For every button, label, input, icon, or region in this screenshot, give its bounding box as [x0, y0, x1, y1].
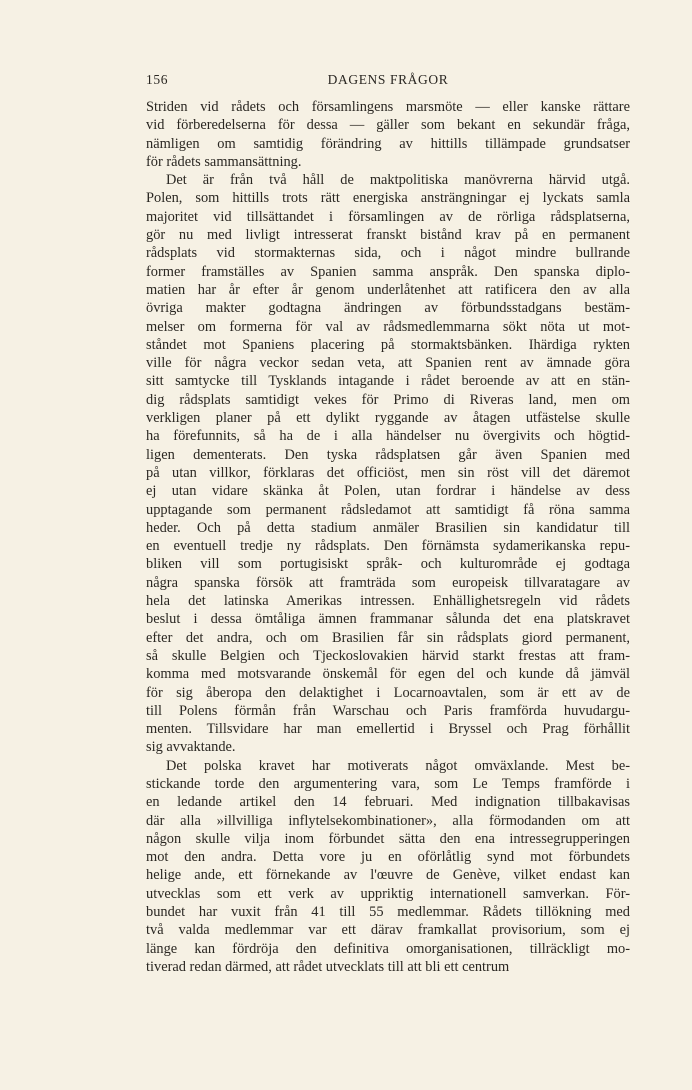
text-line: former framställes av Spanien samma anspråk. Den spanska diplo- — [146, 263, 630, 280]
text-line: bundet har vuxit från 41 till 55 medlemmar. Rådets tillökning med — [146, 904, 630, 921]
text-line: efter det andra, och om Brasilien får sin rådsplats giord permanent, — [146, 629, 630, 646]
text-line: upptagande som permanent rådsledamot att samtidigt få röna samma — [146, 501, 630, 518]
text-line: majoritet vid tillsättandet i församlingen av de rörliga rådsplatserna, — [146, 208, 630, 225]
text-line: på utan villkor, förklaras det officiöst, men sin röst vill det däremot — [146, 464, 630, 481]
text-line: några spanska försök att framträda som europeisk tillvaratagare av — [146, 574, 630, 591]
text-line: Det är från två håll de maktpolitiska manövrerna härvid utgå. — [166, 172, 630, 189]
text-line: en ledande artikel den 14 februari. Med indignation tillbakavisas — [146, 794, 630, 811]
text-line: verkligen planer på ett dylikt ryggande av åtagen utfästelse skulle — [146, 410, 630, 427]
text-line: två valda medlemmar var ett därav framkallat provisorium, som ej — [146, 922, 630, 939]
page-number: 156 — [146, 72, 169, 87]
text-line: hela det latinska Amerikas intressen. Enhällighetsregeln vid rådets — [146, 593, 630, 610]
text-line: heder. Och på detta stadium anmäler Brasilien sin kandidatur till — [146, 519, 630, 536]
text-line: till Polens förmån från Warschau och Paris framförda huvudargu- — [146, 702, 630, 719]
text-line: dig rådsplats samtidigt vekes för Primo di Riveras land, men om — [146, 391, 630, 408]
text-line: övriga makter godtagna ändringen av förbundsstadgans bestäm- — [146, 300, 630, 317]
text-line: ståndet mot Spaniens placering på stormaktsbänken. Ihärdiga rykten — [146, 336, 630, 353]
text-line: bliken vill som portugisiskt språk- och kulturområde ej godtaga — [146, 556, 630, 573]
text-line: ligen dementerats. Den tyska rådsplatsen går även Spanien med — [146, 446, 630, 463]
text-line: beslut i dessa ömtåliga ämnen frammanar sålunda det ena platskravet — [146, 611, 630, 628]
text-line: mot den andra. Detta vore ju en oförlåtlig synd mot förbundets — [146, 849, 630, 866]
text-line: stickande torde den argumentering vara, som Le Temps framförde i — [146, 775, 630, 792]
text-line: ej utan vidare skänka åt Polen, utan fordrar i händelse av dess — [146, 483, 630, 500]
paragraph — [146, 171, 630, 757]
text-line: rådsplats vid stormakternas sida, och i något mindre bullrande — [146, 245, 630, 262]
text-line: komma med motsvarande önskemål för egen del och kunde då jämväl — [146, 666, 630, 683]
text-line: matien har år efter år genom underlåtenhet att ratificera den av alla — [146, 281, 630, 298]
text-line: ha förefunnits, så ha de i alla händelser nu övergivits och högtid- — [146, 428, 630, 445]
text-line: en eventuell tredje ny rådsplats. Den förnämsta sydamerikanska repu- — [146, 538, 630, 555]
text-line: för sig åberopa den delaktighet i Locarnoavtalen, som är ett av de — [146, 684, 630, 701]
text-line: melser om formerna för val av rådsmedlemmarna sökt nöta ut mot- — [146, 318, 630, 335]
text-line: ville för några veckor sedan veta, att Spanien rent av ämnade göra — [146, 355, 630, 372]
paragraph — [146, 757, 630, 977]
page-header — [146, 72, 630, 90]
text-line: länge kan fördröja den definitiva omorganisationen, tillräckligt mo- — [146, 940, 630, 957]
text-line: någon skulle vilja inom förbundet sätta den ena intressegrupperingen — [146, 830, 630, 847]
text-line: Striden vid rådets och församlingens marsmöte — eller kanske rättare — [146, 99, 630, 115]
text-line: så skulle Belgien och Tjeckoslovakien härvid starkt frestas att fram- — [146, 647, 630, 664]
text-line: Det polska kravet har motiverats något omväxlande. Mest be- — [166, 757, 630, 774]
text-line: Polen, som hittills trots rätt energiska ansträngningar ej lyckats samla — [146, 190, 630, 207]
text-line: tiverad redan därmed, att rådet utvecklats till att bli ett centrum — [146, 958, 510, 975]
running-title: DAGENS FRÅGOR — [327, 72, 449, 87]
text-line: gör nu med livligt intresserat franskt bistånd krav på en permanent — [146, 227, 630, 244]
text-line: nämligen om samtidig förändring av hittills tillämpade grundsatser — [146, 135, 630, 152]
text-line: sitt samtycke till Tysklands intagande i rådet beroende av att en stän- — [146, 373, 630, 390]
text-line: sig avvaktande. — [146, 739, 236, 756]
text-line: för rådets sammansättning. — [146, 153, 302, 170]
text-line: vid förberedelserna för dessa — gäller som bekant en sekundär fråga, — [146, 117, 630, 134]
paragraph — [146, 98, 630, 171]
text-line: där alla »illvilliga inflytelsekombinationer», alla förmodanden om att — [146, 812, 630, 829]
text-line: menten. Tillsvidare har man emellertid i Bryssel och Prag förhållit — [146, 721, 630, 738]
body-text — [146, 98, 630, 976]
text-line: helige ande, ett förnekande av l'œuvre de Genève, vilket endast kan — [146, 867, 630, 884]
text-line: utvecklas som ett verk av uppriktig internationell samverkan. För- — [146, 885, 630, 902]
